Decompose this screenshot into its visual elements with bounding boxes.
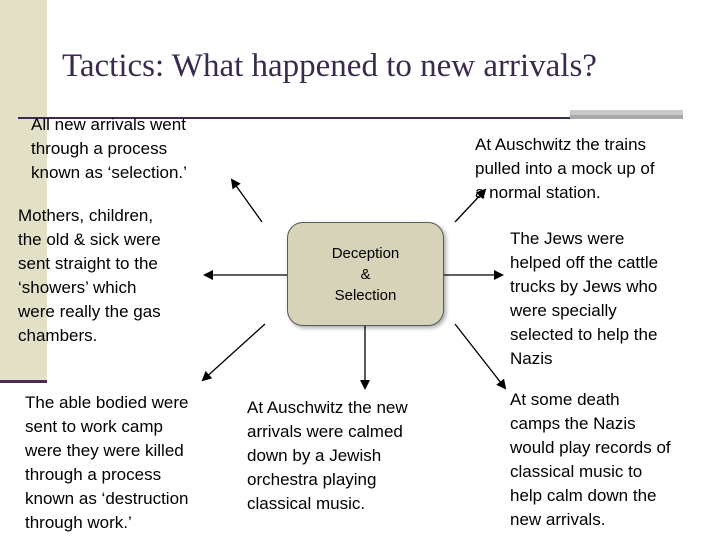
node-mock-station: At Auschwitz the trains pulled into a mock up of a normal station. <box>475 135 655 202</box>
node-gas-chambers: Mothers, children, the old & sick were sent straight to the ‘showers’ which were really the gas chambers. <box>18 206 161 345</box>
node-selection: All new arrivals went through a process known as ‘selection.’ <box>31 115 187 182</box>
node-helped-off: The Jews were helped off the cattle trucks by Jews who were specially selected to help the Nazis <box>510 229 659 368</box>
center-concept-box <box>287 222 444 326</box>
arrow-to-selection <box>232 180 262 222</box>
arrow-to-work-camp <box>203 324 265 380</box>
slide-title: Tactics: What happened to new arrivals? <box>62 48 597 84</box>
node-records: At some death camps the Nazis would play records of classical music to help calm down the new arrivals. <box>510 390 671 529</box>
center-concept-label: Deception & Selection <box>331 244 400 304</box>
node-work-camp: The able bodied were sent to work camp were they were killed through a process known as ‘destruction through work.’ <box>25 393 189 532</box>
arrow-to-records <box>455 324 505 388</box>
node-orchestra: At Auschwitz the new arrivals were calmed down by a Jewish orchestra playing classical music. <box>247 398 408 513</box>
